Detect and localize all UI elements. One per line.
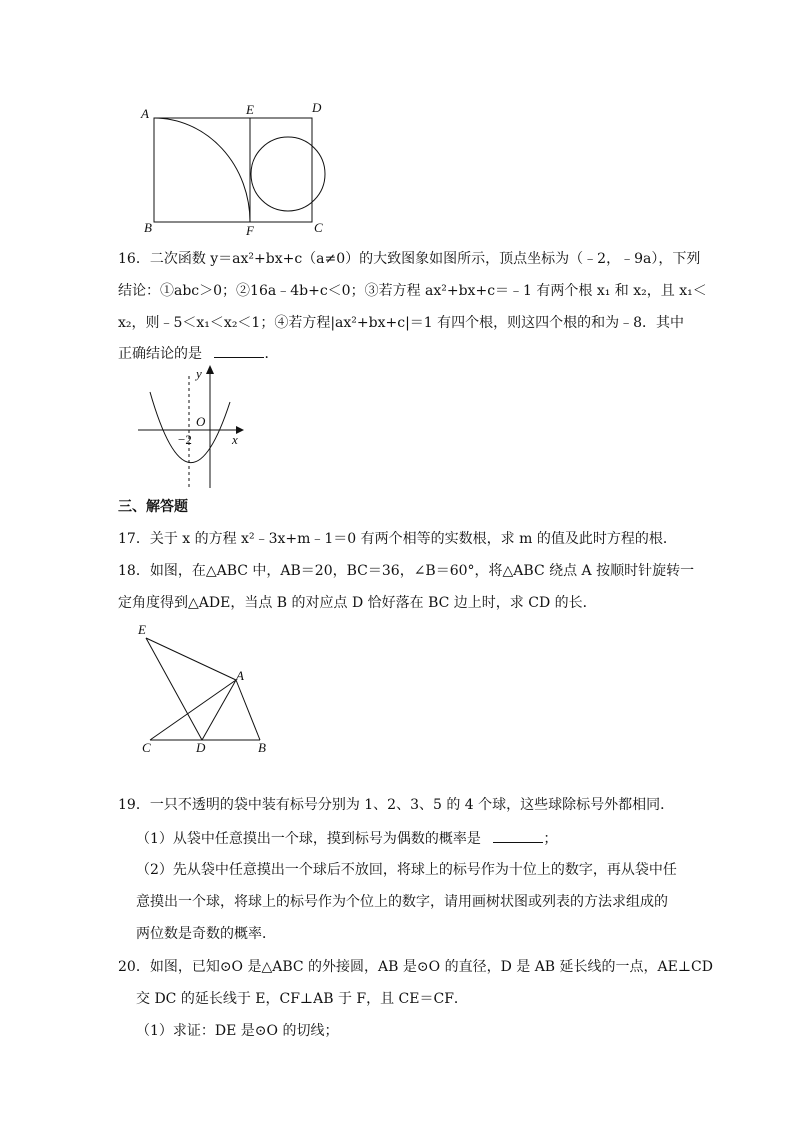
- q17-line-1: 17．关于 x 的方程 x²﹣3x+m﹣1＝0 有两个相等的实数根，求 m 的值及此时方程的根．: [118, 531, 677, 547]
- q16-line-4-text: 正确结论的是: [118, 346, 202, 362]
- label-d: D: [312, 100, 322, 115]
- q18-line-2: 定角度得到△ADE，当点 B 的对应点 D 恰好落在 BC 边上时，求 CD 的长．: [118, 595, 597, 611]
- label-a: A: [236, 668, 244, 683]
- q19-answer-blank[interactable]: [493, 828, 543, 843]
- q19-part-1: [136, 828, 706, 849]
- q16-line-1: 16．二次函数 y＝ax²+bx+c（a≠0）的大致图象如图所示，顶点坐标为（﹣2，﹣9a），下列: [118, 251, 701, 267]
- q20-part-1: （1）求证：DE 是⊙O 的切线；: [136, 1023, 339, 1039]
- label-y: y: [196, 366, 202, 381]
- q19-part-2-line-2: 意摸出一个球，将球上的标号作为个位上的数字，请用画树状图或列表的方法求组成的: [136, 894, 668, 910]
- segment-ed: [146, 638, 202, 740]
- segment-ab: [236, 680, 260, 740]
- q19-part-2-line-1: （2）先从袋中任意摸出一个球后不放回，将球上的标号作为十位上的数字，再从袋中任: [136, 862, 677, 878]
- q16-line-2: 结论：①abc＞0；②16a﹣4b+c＜0；③若方程 ax²+bx+c＝﹣1 有两个根 x₁ 和 x₂，且 x₁＜: [118, 283, 707, 299]
- label-c: C: [142, 740, 151, 755]
- label-b: B: [144, 220, 152, 235]
- label-e: E: [246, 102, 254, 117]
- q19-part-1-end: ；: [543, 831, 558, 847]
- label-origin: O: [196, 414, 206, 429]
- segment-ea: [146, 638, 236, 680]
- label-x: x: [232, 432, 238, 447]
- label-a: A: [141, 106, 149, 121]
- q19-part-1-text: （1）从袋中任意摸出一个球，摸到标号为偶数的概率是: [136, 831, 481, 847]
- y-axis-arrow-icon: [206, 365, 214, 374]
- q20-line-1: 20．如图，已知⊙O 是△ABC 的外接圆，AB 是⊙O 的直径，D 是 AB 延长线的一点，AE⊥CD: [118, 959, 713, 975]
- figure-parabola: [136, 362, 256, 492]
- rectangle-abcd: [154, 118, 312, 222]
- label-c: C: [314, 220, 323, 235]
- q20-line-2: 交 DC 的延长线于 E，CF⊥AB 于 F，且 CE＝CF．: [136, 991, 468, 1007]
- q16-period: ．: [264, 346, 279, 362]
- q19-part-2-line-3: 两位数是奇数的概率．: [136, 926, 276, 942]
- label-f: F: [246, 223, 254, 238]
- segment-ca: [150, 680, 236, 740]
- q16-answer-blank[interactable]: [214, 343, 264, 358]
- figure-rectangle-arc-circle: [136, 98, 336, 238]
- q19-line-1: 19．一只不透明的袋中装有标号分别为 1、2、3、5 的 4 个球，这些球除标号外都相同．: [118, 797, 675, 813]
- label-e: E: [138, 622, 146, 637]
- figure-rotated-triangles: [132, 620, 282, 756]
- section-3-title: 三、解答题: [118, 499, 188, 515]
- q16-line-3: x₂，则﹣5＜x₁＜x₂＜1；④若方程|ax²+bx+c|＝1 有四个根，则这四个根的和为﹣8．其中: [118, 315, 685, 331]
- label-neg-2: −2: [178, 432, 192, 447]
- segment-da: [202, 680, 236, 740]
- q16-line-4: [118, 343, 688, 364]
- label-b: B: [258, 740, 266, 755]
- label-d: D: [196, 740, 206, 755]
- parabola-curve: [150, 392, 230, 463]
- q18-line-1: 18．如图，在△ABC 中，AB＝20，BC＝36，∠B＝60°，将△ABC 绕点 A 按顺时针旋转一: [118, 563, 695, 579]
- quarter-arc: [154, 118, 250, 222]
- inscribed-circle: [251, 137, 325, 211]
